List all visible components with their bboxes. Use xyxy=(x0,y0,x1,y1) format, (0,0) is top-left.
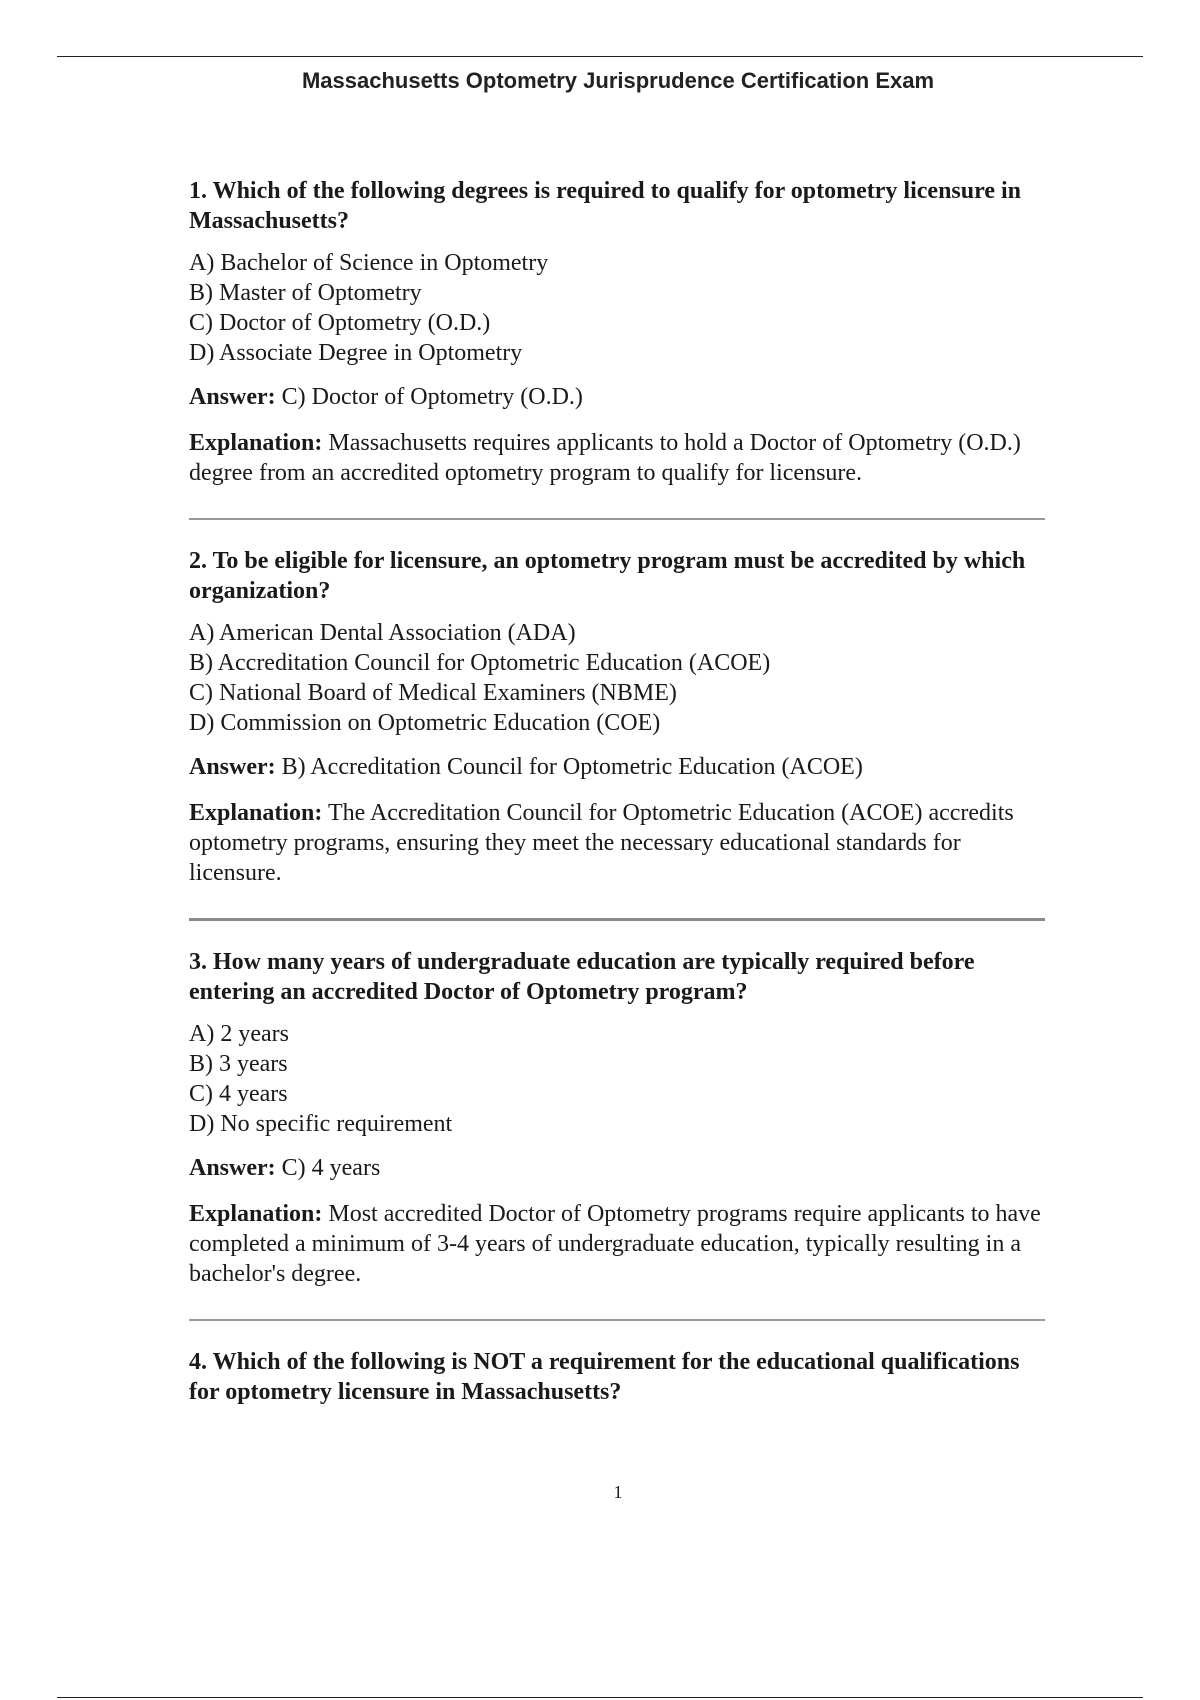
answer-options xyxy=(189,248,1045,368)
explanation-label: Explanation: xyxy=(189,1201,323,1227)
explanation-label: Explanation: xyxy=(189,800,323,826)
option-a: A) Bachelor of Science in Optometry xyxy=(189,250,549,276)
option-b: B) 3 years xyxy=(189,1051,288,1077)
question-divider xyxy=(189,518,1045,520)
bottom-rule xyxy=(57,1697,1143,1698)
answer-options xyxy=(189,618,1045,738)
question-text: 2. To be eligible for licensure, an optometry program must be accredited by which organization? xyxy=(189,548,1026,604)
option-a: A) American Dental Association (ADA) xyxy=(189,620,576,646)
explanation-text: The Accreditation Council for Optometric Education (ACOE) accredits optometry programs, ensuring they meet the necessary educational standards for licensure. xyxy=(189,800,1014,886)
answer-value: C) Doctor of Optometry (O.D.) xyxy=(281,384,583,410)
option-b: B) Master of Optometry xyxy=(189,280,422,306)
option-c: C) 4 years xyxy=(189,1081,288,1107)
question-2 xyxy=(189,546,1045,888)
question-divider xyxy=(189,1319,1045,1321)
page-header-title: Massachusetts Optometry Jurisprudence Certification Exam xyxy=(301,68,935,93)
answer-label: Answer: xyxy=(189,754,276,780)
option-c: C) Doctor of Optometry (O.D.) xyxy=(189,310,491,336)
explanation-label: Explanation: xyxy=(189,430,323,456)
page-number: 1 xyxy=(613,1482,623,1502)
answer-label: Answer: xyxy=(189,1155,276,1181)
explanation-line xyxy=(189,1199,1045,1289)
question-divider xyxy=(189,918,1045,921)
option-c: C) National Board of Medical Examiners (NBME) xyxy=(189,680,677,706)
answer-line xyxy=(189,382,1045,412)
top-rule xyxy=(57,56,1143,57)
explanation-text: Most accredited Doctor of Optometry programs require applicants to have completed a minimum of 3-4 years of undergraduate education, typically resulting in a bachelor's degree. xyxy=(189,1201,1041,1287)
option-d: D) No specific requirement xyxy=(189,1111,453,1137)
question-3 xyxy=(189,947,1045,1289)
document-body xyxy=(189,176,1045,1419)
question-text: 4. Which of the following is NOT a requirement for the educational qualifications for optometry licensure in Massachusetts? xyxy=(189,1349,1020,1405)
option-a: A) 2 years xyxy=(189,1021,289,1047)
option-b: B) Accreditation Council for Optometric Education (ACOE) xyxy=(189,650,771,676)
explanation-text: Massachusetts requires applicants to hold a Doctor of Optometry (O.D.) degree from an accredited optometry program to qualify for licensure. xyxy=(189,430,1021,486)
answer-value: C) 4 years xyxy=(281,1155,381,1181)
answer-options xyxy=(189,1019,1045,1139)
question-text: 3. How many years of undergraduate education are typically required before entering an accredited Doctor of Optometry program? xyxy=(189,949,975,1005)
option-d: D) Associate Degree in Optometry xyxy=(189,340,523,366)
explanation-line xyxy=(189,428,1045,488)
answer-line xyxy=(189,1153,1045,1183)
question-1 xyxy=(189,176,1045,488)
explanation-line xyxy=(189,798,1045,888)
question-4 xyxy=(189,1347,1045,1407)
answer-line xyxy=(189,752,1045,782)
answer-label: Answer: xyxy=(189,384,276,410)
question-text: 1. Which of the following degrees is required to qualify for optometry licensure in Massachusetts? xyxy=(189,178,1021,234)
option-d: D) Commission on Optometric Education (COE) xyxy=(189,710,661,736)
answer-value: B) Accreditation Council for Optometric Education (ACOE) xyxy=(281,754,863,780)
